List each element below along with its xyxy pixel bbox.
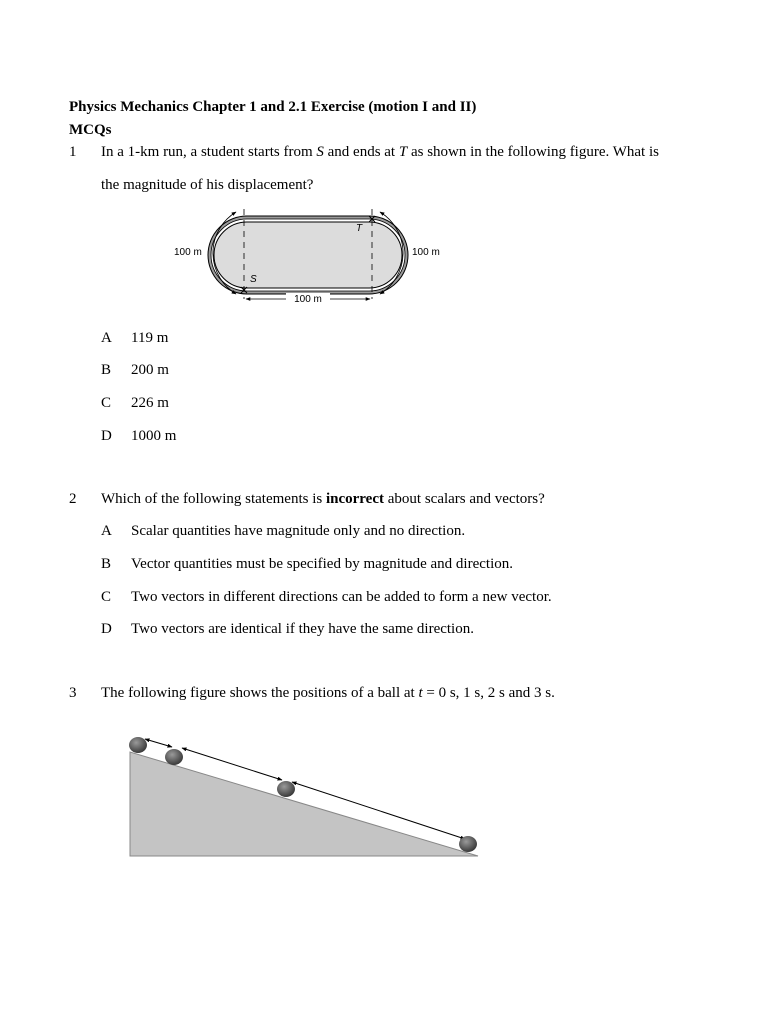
right-curve-label: 100 m [412, 247, 440, 258]
time-variable: t [418, 685, 423, 701]
ball-position-2s [277, 781, 295, 797]
document-title: Physics Mechanics Chapter 1 and 2.1 Exercise (motion I and II) [69, 99, 477, 115]
displacement-arrow-0-1 [145, 739, 172, 747]
q2-option-c-text: Two vectors in different directions can be added to form a new vector. [131, 589, 552, 605]
q2-option-b-text: Vector quantities must be specified by magnitude and direction. [131, 556, 513, 572]
question-2-text [101, 490, 545, 508]
section-heading: MCQs [69, 122, 112, 138]
q1-option-c-letter: C [101, 395, 112, 411]
q2-option-a-text: Scalar quantities have magnitude only and no direction. [131, 523, 466, 539]
q2-option-b-letter: B [101, 556, 112, 572]
question-1-text [101, 143, 659, 161]
q2-option-d-letter: D [101, 621, 112, 637]
left-curve-label: 100 m [174, 247, 202, 258]
q1-option-a-letter: A [101, 330, 112, 346]
q2-option-c-letter: C [101, 589, 112, 605]
incline-slope [130, 752, 478, 856]
q1-option-b-letter: B [101, 362, 112, 378]
ball-position-3s [459, 836, 477, 852]
running-track-figure [168, 203, 448, 305]
question-1-text-part1: In a 1-km run, a student starts from [101, 144, 317, 160]
q1-option-b-text: 200 m [131, 362, 169, 378]
question-3-text-before: The following figure shows the positions of a ball at [101, 685, 419, 701]
q1-option-d-letter: D [101, 428, 112, 444]
q2-option-d-text: Two vectors are identical if they have the same direction. [131, 621, 474, 637]
question-1-number: 1 [69, 144, 77, 160]
ball-position-1s [165, 749, 183, 765]
question-1-text-part2: and ends at [323, 144, 399, 160]
ball-position-0s [129, 737, 147, 753]
question-1-text-line2: the magnitude of his displacement? [101, 177, 314, 193]
point-s-ref: S [316, 144, 324, 160]
track-infield [214, 222, 402, 288]
question-3-text [101, 684, 555, 702]
incline-ball-figure [120, 730, 490, 862]
start-point-label: S [250, 274, 257, 285]
question-3-text-after: = 0 s, 1 s, 2 s and 3 s. [422, 685, 555, 701]
point-t-ref: T [398, 144, 408, 160]
bottom-length-label: 100 m [294, 294, 322, 305]
question-2-text-after: about scalars and vectors? [384, 491, 545, 507]
end-point-label: T [356, 223, 363, 234]
q1-option-c-text: 226 m [131, 395, 169, 411]
question-2-text-before: Which of the following statements is [101, 491, 326, 507]
q2-option-a-letter: A [101, 523, 112, 539]
question-1-text-part3: as shown in the following figure. What is [407, 144, 659, 160]
q1-option-a-text: 119 m [131, 330, 169, 346]
question-2-number: 2 [69, 491, 77, 507]
question-2-emphasis: incorrect [325, 491, 384, 507]
q1-option-d-text: 1000 m [131, 428, 177, 444]
question-3-number: 3 [69, 685, 77, 701]
